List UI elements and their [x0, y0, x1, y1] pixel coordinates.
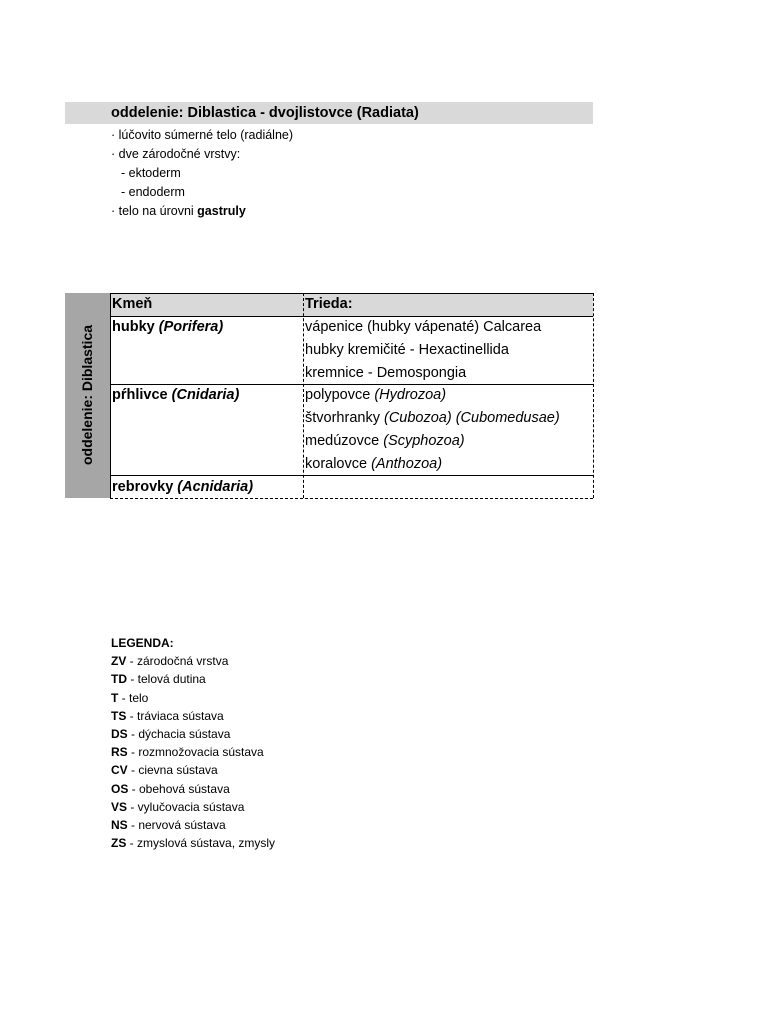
legend-code: TS — [111, 708, 127, 723]
class-name: polypovce — [305, 387, 375, 403]
phylum-latin: (Acnidaria) — [177, 479, 254, 495]
legend-desc: - telo — [118, 690, 149, 705]
table-border-left — [110, 293, 111, 498]
legend-item — [111, 834, 275, 852]
property-subitem: - ektoderm — [121, 166, 181, 180]
property-item: · dve zárodočné vrstvy: — [111, 147, 241, 161]
table-cell-phylum — [112, 316, 223, 339]
section-title: oddelenie: Diblastica - dvojlistovce (Radiata) — [111, 105, 419, 121]
column-header-kmen: Kmeň — [112, 296, 153, 312]
legend-code: TD — [111, 672, 127, 687]
legend-item — [111, 761, 275, 779]
column-header-trieda: Trieda: — [305, 296, 353, 312]
table-cell-phylum — [112, 476, 253, 499]
legend-desc: - obehová sústava — [128, 781, 230, 796]
class-latin: (Hydrozoa) — [374, 387, 447, 403]
phylum-name: pŕhlivce — [112, 387, 172, 403]
property-subitem: - endoderm — [121, 185, 185, 199]
legend-desc: - zmyslová sústava, zmysly — [126, 836, 276, 851]
legend-desc: - tráviaca sústava — [126, 708, 224, 723]
legend-desc: - cievna sústava — [127, 763, 218, 778]
legend-item — [111, 689, 275, 707]
class-name: medúzovce — [305, 433, 384, 449]
legend-item — [111, 743, 275, 761]
legend-code: CV — [111, 763, 128, 778]
legend-code: OS — [111, 781, 129, 796]
legend-code: VS — [111, 799, 128, 814]
side-label: oddelenie: Diblastica — [79, 324, 95, 466]
class-latin: (Scyphozoa) — [383, 433, 465, 449]
phylum-latin: (Porifera) — [158, 319, 224, 335]
legend-code: ZS — [111, 836, 127, 851]
legend-desc: - nervová sústava — [127, 818, 226, 833]
property-text: · telo na úrovni — [111, 204, 198, 218]
legend-item — [111, 725, 275, 743]
property-bold-term: gastruly — [197, 204, 246, 218]
table-cell-class — [305, 407, 560, 430]
legend-desc: - vylučovacia sústava — [127, 799, 245, 814]
property-item — [111, 202, 293, 221]
table-cell-class — [305, 362, 466, 385]
legend-code: ZV — [111, 654, 127, 669]
properties-list — [111, 126, 293, 221]
legend-code: T — [111, 690, 119, 705]
table-cell-class — [305, 339, 509, 362]
property-item: · lúčovito súmerné telo (radiálne) — [111, 128, 294, 142]
legend-item — [111, 652, 275, 670]
class-name: vápenice (hubky vápenaté) Calcarea — [305, 319, 542, 335]
table-border-right — [593, 293, 594, 498]
phylum-name: rebrovky — [112, 479, 178, 495]
table-cell-class — [305, 453, 442, 476]
legend-code: RS — [111, 745, 128, 760]
legend-item — [111, 816, 275, 834]
class-name: štvorhranky — [305, 410, 384, 426]
legend-item — [111, 670, 275, 688]
class-name: kremnice - Demospongia — [305, 365, 467, 381]
table-cell-class — [305, 316, 541, 339]
class-name: koralovce — [305, 456, 372, 472]
phylum-name: hubky — [112, 319, 159, 335]
legend — [111, 634, 275, 852]
class-latin: (Anthozoa) — [371, 456, 443, 472]
legend-code: DS — [111, 727, 128, 742]
legend-code: NS — [111, 818, 128, 833]
legend-desc: - zárodočná vrstva — [126, 654, 229, 669]
legend-item — [111, 798, 275, 816]
table-cell-class — [305, 430, 465, 453]
table-column-divider — [303, 293, 304, 498]
legend-desc: - rozmnožovacia sústava — [127, 745, 264, 760]
phylum-latin: (Cnidaria) — [171, 387, 240, 403]
class-name: hubky kremičité - Hexactinellida — [305, 342, 509, 358]
legend-item — [111, 707, 275, 725]
table-cell-phylum — [112, 384, 239, 407]
class-latin: (Cubozoa) (Cubomedusae) — [383, 410, 560, 426]
table-cell-class — [305, 384, 446, 407]
legend-title: LEGENDA: — [111, 636, 174, 650]
legend-desc: - telová dutina — [127, 672, 206, 687]
legend-item — [111, 780, 275, 798]
legend-desc: - dýchacia sústava — [127, 727, 231, 742]
